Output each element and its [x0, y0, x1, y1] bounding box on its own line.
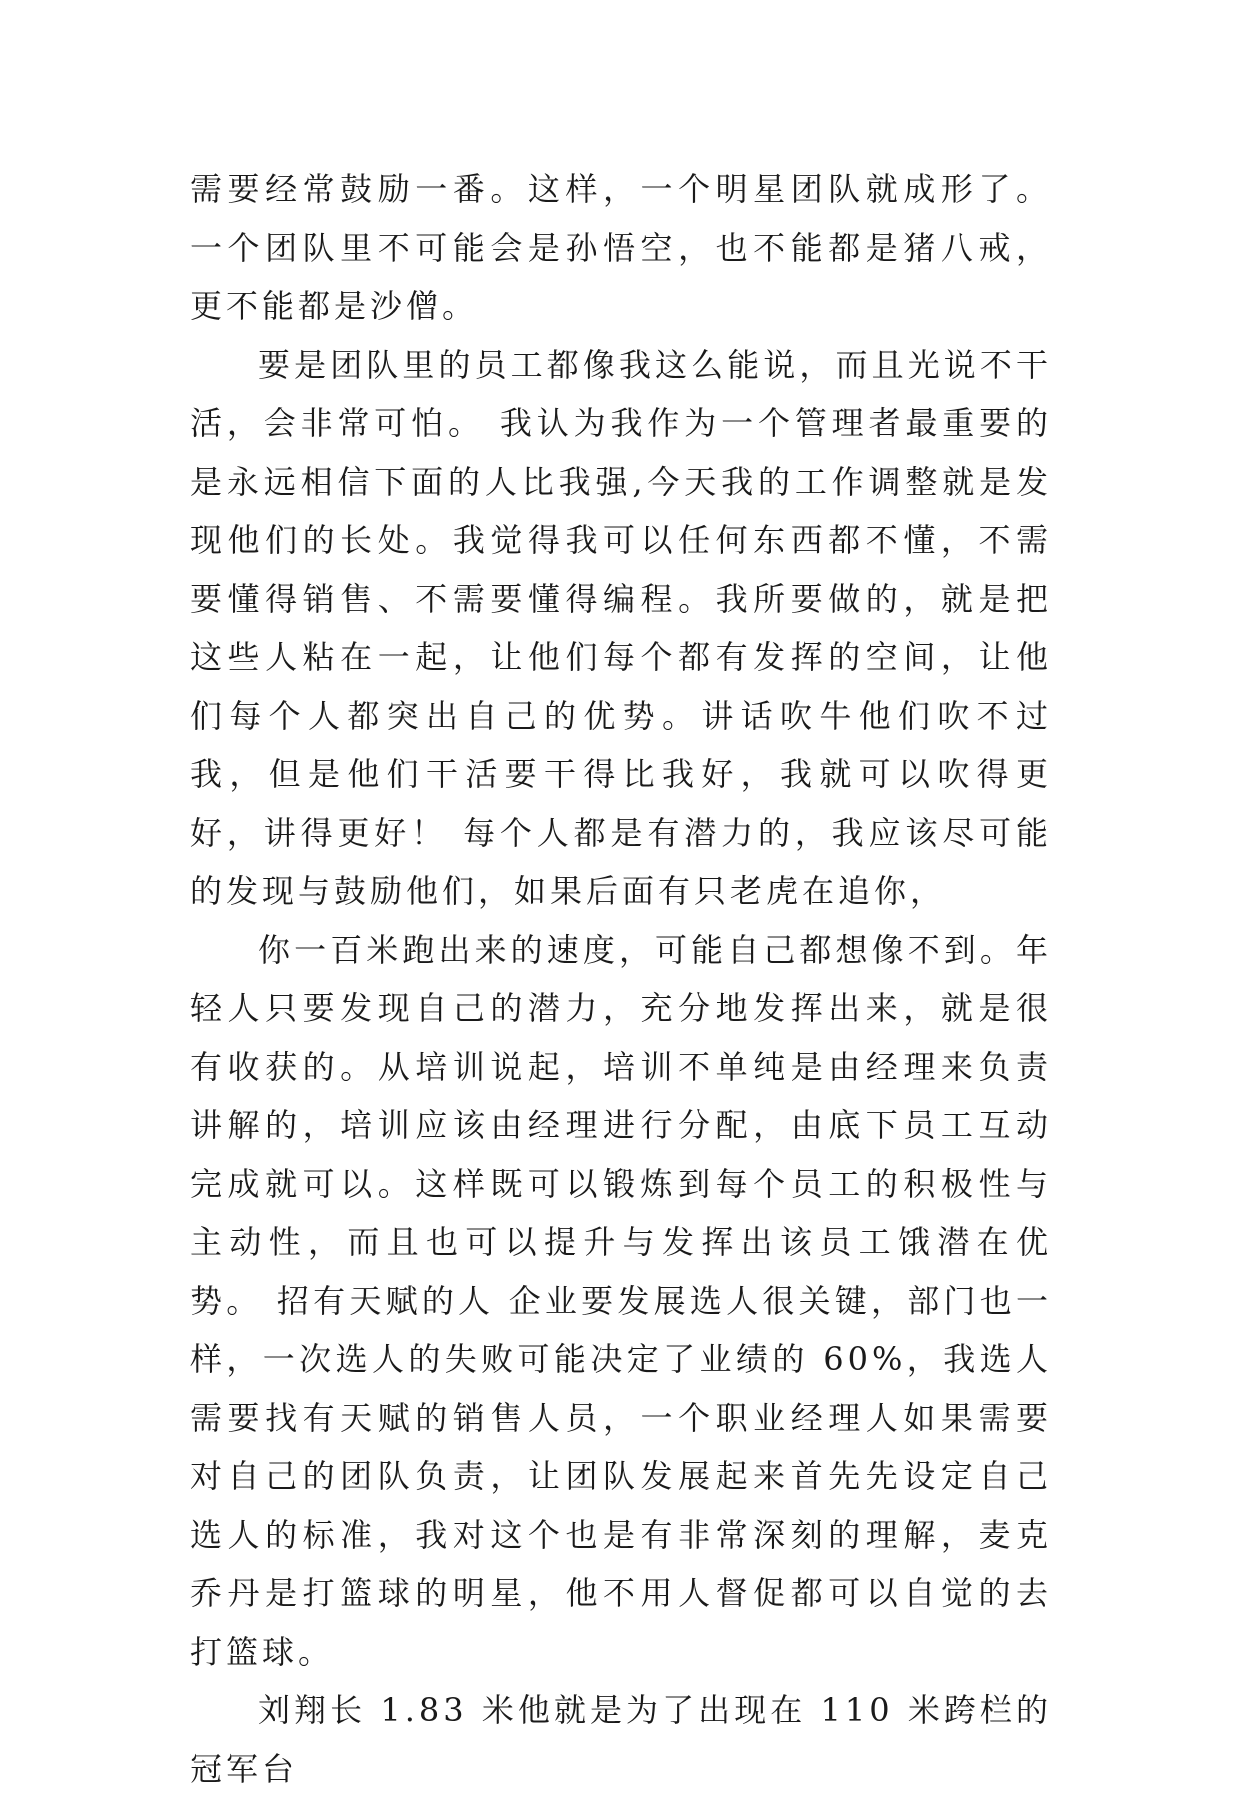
- paragraph-1: 需要经常鼓励一番。这样，一个明星团队就成形了。一个团队里不可能会是孙悟空，也不能都是猪八戒，更不能都是沙僧。: [190, 170, 1052, 325]
- document-body: [190, 160, 1052, 1798]
- paragraph-3: 你一百米跑出来的速度，可能自己都想像不到。年轻人只要发现自己的潜力，充分地发挥出来，就是很有收获的。从培训说起，培训不单纯是由经理来负责讲解的，培训应该由经理进行分配，由底下员工互动完成就可以。这样既可以锻炼到每个员工的积极性与主动性，而且也可以提升与发挥出该员工饿潜在优势。 招有天赋的人 企业要发展选人很关键，部门也一样，一次选人的失败可能决定了业绩的 60%，我选人需要找有天赋的销售人员，一个职业经理人如果需要对自己的团队负责，让团队发展起来首先先设定自己选人的标准，我对这个也是有非常深刻的理解，麦克乔丹是打篮球的明星，他不用人督促都可以自觉的去打篮球。: [190, 930, 1052, 1671]
- paragraph-2: 要是团队里的员工都像我这么能说，而且光说不干活，会非常可怕。 我认为我作为一个管理者最重要的是永远相信下面的人比我强,今天我的工作调整就是发现他们的长处。我觉得我可以任何东西都不懂，不需要懂得销售、不需要懂得编程。我所要做的，就是把这些人粘在一起，让他们每个都有发挥的空间，让他们每个人都突出自己的优势。讲话吹牛他们吹不过我，但是他们干活要干得比我好，我就可以吹得更好，讲得更好！ 每个人都是有潜力的，我应该尽可能的发现与鼓励他们，如果后面有只老虎在追你，: [190, 345, 1052, 910]
- paragraph-4: 刘翔长 1.83 米他就是为了出现在 110 米跨栏的冠军台: [190, 1691, 1052, 1788]
